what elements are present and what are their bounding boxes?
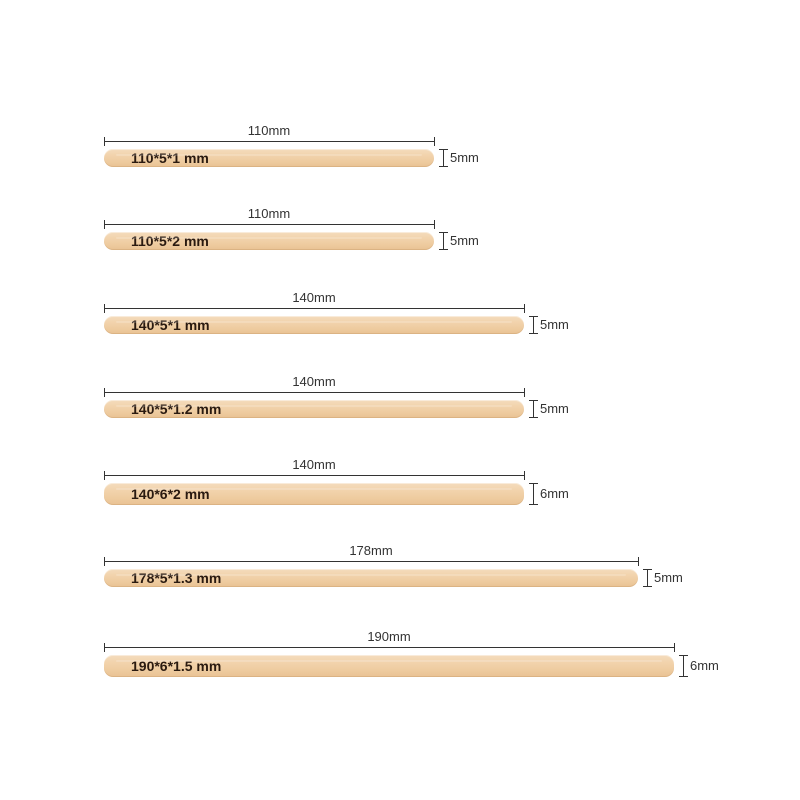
length-tick-left bbox=[104, 388, 105, 397]
length-dimension-line bbox=[104, 561, 638, 562]
stick-size-label: 140*5*1 mm bbox=[131, 317, 210, 333]
stick-size-label: 140*6*2 mm bbox=[131, 486, 210, 502]
width-label: 5mm bbox=[540, 317, 569, 332]
length-tick-left bbox=[104, 643, 105, 652]
length-label: 110mm bbox=[247, 123, 291, 138]
length-tick-left bbox=[104, 471, 105, 480]
length-tick-left bbox=[104, 557, 105, 566]
wooden-stick bbox=[104, 316, 524, 334]
wooden-stick bbox=[104, 569, 638, 587]
width-bracket bbox=[529, 483, 538, 505]
wooden-stick bbox=[104, 232, 434, 250]
stick-size-label: 110*5*2 mm bbox=[131, 233, 209, 249]
wooden-stick bbox=[104, 655, 674, 677]
stick-size-label: 110*5*1 mm bbox=[131, 150, 209, 166]
length-dimension-line bbox=[104, 224, 434, 225]
length-label: 110mm bbox=[247, 206, 291, 221]
width-bracket bbox=[643, 569, 652, 587]
length-label: 178mm bbox=[349, 543, 393, 558]
wooden-stick bbox=[104, 149, 434, 167]
stick-size-label: 140*5*1.2 mm bbox=[131, 401, 222, 417]
width-bracket bbox=[529, 316, 538, 334]
width-bracket bbox=[679, 655, 688, 677]
width-label: 6mm bbox=[540, 486, 569, 501]
length-dimension-line bbox=[104, 141, 434, 142]
length-tick-right bbox=[434, 220, 435, 229]
length-tick-right bbox=[674, 643, 675, 652]
width-bracket bbox=[529, 400, 538, 418]
wooden-stick bbox=[104, 483, 524, 505]
length-tick-left bbox=[104, 304, 105, 313]
length-tick-left bbox=[104, 137, 105, 146]
width-label: 5mm bbox=[540, 401, 569, 416]
length-tick-right bbox=[524, 388, 525, 397]
wooden-stick bbox=[104, 400, 524, 418]
length-dimension-line bbox=[104, 308, 524, 309]
length-tick-left bbox=[104, 220, 105, 229]
length-label: 140mm bbox=[292, 374, 336, 389]
stick-size-label: 190*6*1.5 mm bbox=[131, 658, 222, 674]
width-bracket bbox=[439, 149, 448, 167]
stick-size-label: 178*5*1.3 mm bbox=[131, 570, 222, 586]
width-label: 5mm bbox=[450, 150, 479, 165]
length-label: 190mm bbox=[367, 629, 411, 644]
width-label: 5mm bbox=[654, 570, 683, 585]
length-dimension-line bbox=[104, 392, 524, 393]
length-label: 140mm bbox=[292, 457, 336, 472]
length-tick-right bbox=[524, 471, 525, 480]
length-tick-right bbox=[638, 557, 639, 566]
length-dimension-line bbox=[104, 475, 524, 476]
width-label: 5mm bbox=[450, 233, 479, 248]
length-label: 140mm bbox=[292, 290, 336, 305]
length-dimension-line bbox=[104, 647, 674, 648]
width-label: 6mm bbox=[690, 658, 719, 673]
width-bracket bbox=[439, 232, 448, 250]
length-tick-right bbox=[524, 304, 525, 313]
length-tick-right bbox=[434, 137, 435, 146]
